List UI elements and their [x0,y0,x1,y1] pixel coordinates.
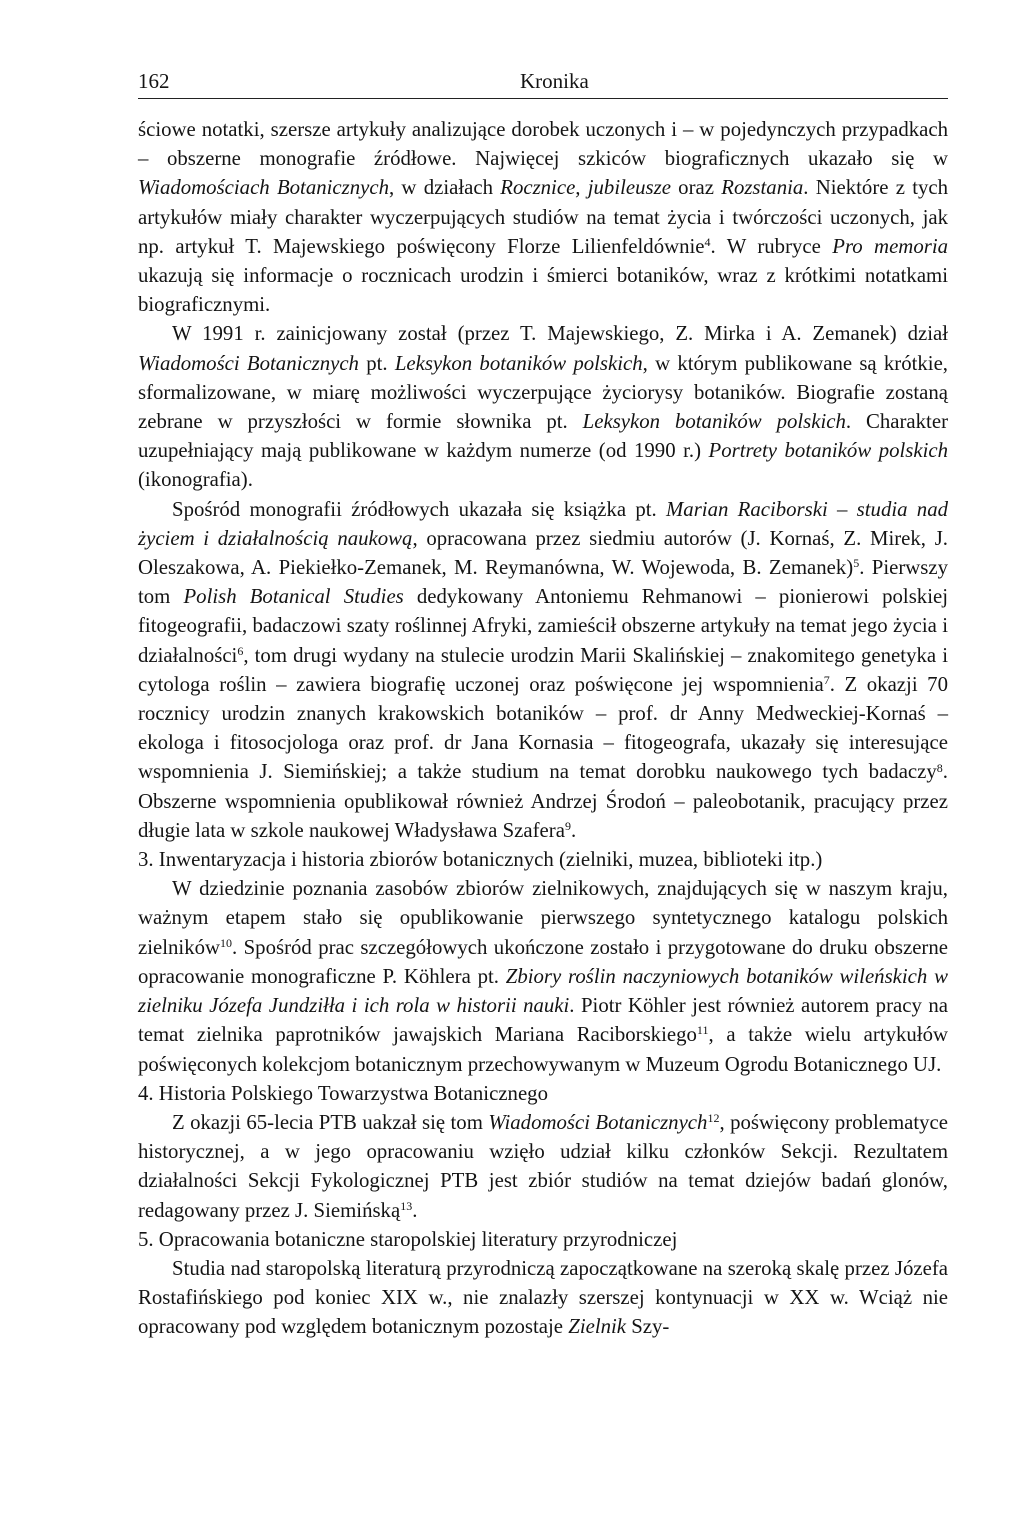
text-run: . Niektóre z tych artykułów miały charakter wyczerpujących studiów na temat życia i twórczości uczonych, jak np. artykuł T. Majewskiego poświęcony Florze Lilienfeldównie [138,176,949,258]
text-run: 4. Historia Polskiego Towarzystwa Botanicznego [138,1081,548,1105]
paragraph [138,115,948,319]
section-heading [138,1225,948,1254]
text-run: oraz [670,176,722,200]
footnote-ref: 11 [696,1023,709,1038]
italic-text: Zbiory roślin naczyniowych botaników wileńskich w zielniku Józefa Jundziłła i ich rola w historii nauki [138,964,948,1018]
text-run: Szy- [626,1315,670,1339]
text-run: 3. Inwentaryzacja i historia zbiorów botanicznych (zielniki, muzea, biblioteki itp.) [138,848,823,872]
text-run: Z okazji 65-lecia PTB uakzał się tom [172,1110,489,1134]
paragraph [138,1254,948,1342]
body-text [138,115,948,1342]
text-run: W dziedzinie poznania zasobów zbiorów zielnikowych, znajdujących się w naszym kraju, ważnym etapem stało się opublikowanie pierwszego syntetycznego katalogu polskich zielników [138,877,948,959]
italic-text: Portrety botaników polskich [708,439,948,463]
text-run: , w którym publikowane są krótkie, sformalizowane, w miarę możliwości wyczerpujące życiorysy botaników. Biografie zostaną zebrane w przyszłości w formie słownika pt. [138,351,948,434]
text-run: . [570,818,577,842]
text-run: . W rubryce [710,234,833,258]
footnote-ref: 6 [237,643,244,658]
italic-text: Marian Raciborski – studia nad życiem i działalnością naukową [138,497,948,550]
italic-text: Leksykon botaników polskich [582,410,846,434]
text-run: , w działach [388,176,501,200]
text-run: ukazują się informacje o rocznicach urodzin i śmierci botaników, wraz z krótkimi notatkami biograficznymi. [138,264,948,317]
text-run: dedykowany Antoniemu Rehmanowi – pionierowi polskiej fitogeografii, badaczowi szaty roślinnej Afryki, zamieścił obszerne artykuły na temat jego życia i działalności [138,585,948,667]
text-run: W 1991 r. zainicjowany został (przez T. Majewskiego, Z. Mirka i A. Zemanek) dział [172,322,948,346]
section-heading [138,845,948,874]
text-run: . Piotr Köhler jest również autorem pracy na temat zielnika paprotników jawajskich Mariana Raciborskiego [138,994,948,1047]
italic-text: Pro memoria [832,234,948,258]
text-run: . Spośród prac szczegółowych ukończone zostało i przygotowane do druku obszerne opracowanie monograficzne P. Köhlera pt. [138,935,948,988]
text-run: . Charakter uzupełniający mają publikowane w każdym numerze (od 1990 r.) [138,410,948,463]
paragraph [138,319,948,494]
text-run: , poświęcony problematyce historycznej, a w jego opracowaniu wzięło udział kilku członków Sekcji. Rezultatem działalności Sekcji Fykologicznej PTB jest zbiór studiów na temat dziejów badań glonów, redagowany przez J. Siemińską [138,1110,949,1222]
footnote-ref: 5 [853,556,860,571]
footnote-ref: 12 [707,1110,720,1125]
italic-text: Zielnik [568,1315,627,1339]
italic-text: Polish Botanical Studies [183,585,404,609]
paragraph [138,874,948,1078]
footnote-ref: 9 [564,818,571,833]
text-run: . Pierwszy tom [138,556,949,609]
text-run: Studia nad staropolską literaturą przyrodniczą zapoczątkowane na szeroką skalę przez Józefa Rostafińskiego pod koniec XIX w., nie znalazły szerszej kontynuacji w XX w. Wciąż nie opracowany pod względem botanicznym pozostaje [138,1256,948,1339]
text-run: . Z okazji 70 rocznicy urodzin znanych krakowskich botaników – prof. dr Anny Medweckiej-Kornaś – ekologa i fitosocjologa oraz prof. dr Jana Kornasia – fitogeografa, ukazały się interesujące wspomnienia J. Siemińskiej; a także studium na temat dorobku naukowego tych badaczy [138,672,948,784]
section-heading [138,1079,948,1108]
italic-text: Leksykon botaników polskich [394,351,643,375]
text-run: 5. Opracowania botaniczne staropolskiej literatury przyrodniczej [138,1227,678,1251]
text-run: , opracowana przez siedmiu autorów (J. Kornaś, Z. Mirek, J. Oleszakowa, A. Piekiełko-Zemanek, M. Reymanówna, W. Wojewoda, B. Zemanek) [138,526,948,580]
paragraph [138,1108,948,1225]
page-number: 162 [138,69,170,93]
footnote-ref: 4 [704,234,711,249]
text-run: pt. [358,351,395,375]
text-run: Spośród monografii źródłowych ukazała się książka pt. [172,497,666,521]
text-run: , tom drugi wydany na stulecie urodzin Marii Skalińskiej – znakomitego genetyka i cytologa roślin – zawiera biografię uczonej oraz poświęcone jej wspomnienia [138,643,948,696]
header-rule [138,98,948,99]
page-header [138,66,948,96]
footnote-ref: 8 [936,760,943,775]
text-run: . Obszerne wspomnienia opublikował również Andrzej Środoń – paleobotanik, pracujący przez długie lata w szkole naukowej Władysława Szafera [138,760,948,842]
italic-text: Rozstania [721,176,804,200]
italic-text: Wiadomości Botanicznych [138,351,359,375]
text-run: , a także wielu artykułów poświęconych kolekcjom botanicznym przechowywanym w Muzeum Ogrodu Botanicznego UJ. [138,1023,948,1076]
text-run: ściowe notatki, szersze artykuły analizujące dorobek uczonych i – w pojedynczych przypadkach – obszerne monografie źródłowe. Najwięcej szkiców biograficznych ukazało się w [138,118,948,171]
footnote-ref: 13 [400,1198,413,1213]
footnote-ref: 10 [220,935,233,950]
footnote-ref: 7 [823,672,830,687]
text-run: . [412,1198,418,1222]
paragraph [138,495,948,845]
text-run: (ikonografia). [138,468,253,492]
running-title: Kronika [520,69,589,93]
italic-text: Wiadomości Botanicznych [488,1110,708,1134]
italic-text: Wiadomościach Botanicznych [138,176,389,200]
italic-text: Rocznice, jubileusze [500,176,671,200]
